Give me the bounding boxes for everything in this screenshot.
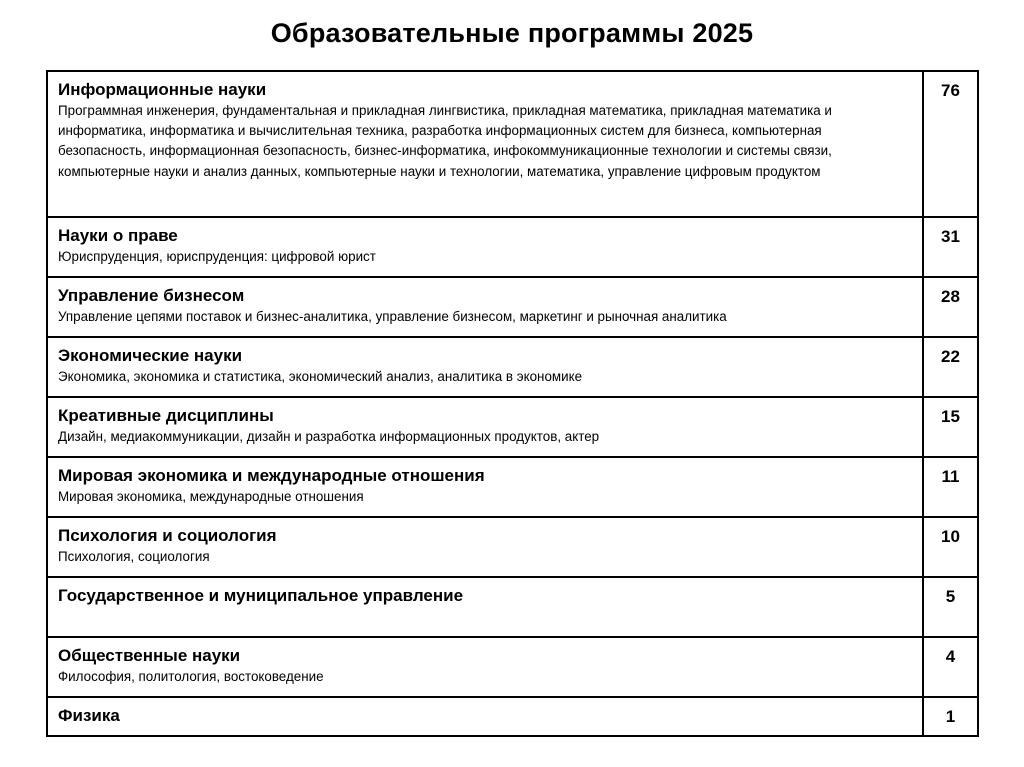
area-programs: Дизайн, медиакоммуникации, дизайн и разработка информационных продуктов, актер	[58, 429, 600, 444]
area-title: Экономические науки	[58, 346, 243, 365]
area-cell	[47, 457, 923, 517]
area-title: Науки о праве	[58, 226, 178, 245]
table-row	[47, 457, 978, 517]
area-cell	[47, 697, 923, 736]
program-count: 1	[923, 697, 978, 736]
program-count: 76	[923, 71, 978, 217]
area-title: Государственное и муниципальное управление	[58, 586, 464, 605]
area-title: Управление бизнесом	[58, 286, 245, 305]
page-title: Образовательные программы 2025	[270, 18, 754, 48]
table-row	[47, 337, 978, 397]
table-row	[47, 277, 978, 337]
area-cell	[47, 277, 923, 337]
area-title: Мировая экономика и международные отношения	[58, 466, 485, 485]
program-count: 15	[923, 397, 978, 457]
area-cell	[47, 637, 923, 697]
area-cell	[47, 517, 923, 577]
table-row	[47, 577, 978, 637]
area-cell	[47, 577, 923, 637]
area-programs: Программная инженерия, фундаментальная и прикладная лингвистика, прикладная математика, прикладная математика и информатика, информатика и вычислительная техника, разработка информационных систем для бизнеса, компьютерная безопасность, информационная безопасность, бизнес-информатика, инфокоммуникационные технологии и системы связи, компьютерные науки и анализ данных, компьютерные науки и технологии, математика, управление цифровым продуктом	[58, 103, 832, 179]
area-title: Общественные науки	[58, 646, 241, 665]
program-count: 22	[923, 337, 978, 397]
area-programs: Юриспруденция, юриспруденция: цифровой юрист	[58, 249, 376, 264]
area-title: Физика	[58, 706, 120, 725]
area-title: Креативные дисциплины	[58, 406, 274, 425]
programs-table	[46, 70, 979, 737]
area-programs: Психология, социология	[58, 549, 210, 564]
area-programs: Экономика, экономика и статистика, экономический анализ, аналитика в экономике	[58, 369, 583, 384]
area-programs: Управление цепями поставок и бизнес-аналитика, управление бизнесом, маркетинг и рыночная аналитика	[58, 309, 727, 324]
program-count: 5	[923, 577, 978, 637]
program-count: 28	[923, 277, 978, 337]
table-row	[47, 517, 978, 577]
area-programs: Философия, политология, востоковедение	[58, 669, 324, 684]
area-cell	[47, 217, 923, 277]
table-row	[47, 71, 978, 217]
area-title: Психология и социология	[58, 526, 277, 545]
program-count: 31	[923, 217, 978, 277]
program-count: 10	[923, 517, 978, 577]
program-count: 11	[923, 457, 978, 517]
table-row	[47, 637, 978, 697]
area-programs: Мировая экономика, международные отношения	[58, 489, 364, 504]
area-cell	[47, 397, 923, 457]
program-count: 4	[923, 637, 978, 697]
area-cell	[47, 71, 923, 217]
table-row	[47, 397, 978, 457]
area-cell	[47, 337, 923, 397]
area-title: Информационные науки	[58, 80, 267, 99]
table-row	[47, 697, 978, 736]
table-row	[47, 217, 978, 277]
